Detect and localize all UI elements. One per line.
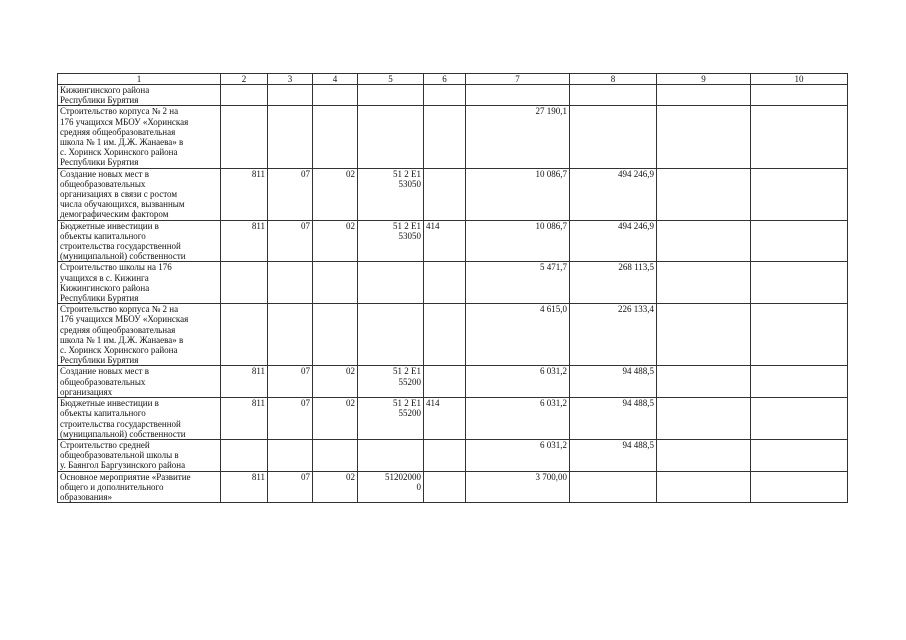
column-header: 10	[751, 74, 848, 85]
cell-c2: 811	[221, 366, 268, 398]
cell-c5: 51 2 E1 53050	[358, 220, 424, 262]
cell-c6	[424, 262, 466, 304]
cell-c6	[424, 439, 466, 471]
column-header: 8	[570, 74, 657, 85]
cell-c2: 811	[221, 168, 268, 220]
cell-c9	[657, 220, 751, 262]
cell-c8: 94 488,5	[570, 398, 657, 440]
cell-c7: 4 615,0	[466, 304, 570, 366]
cell-c6: 414	[424, 220, 466, 262]
cell-c5	[358, 304, 424, 366]
cell-c2	[221, 439, 268, 471]
cell-c4: 02	[313, 398, 358, 440]
row-name: Строительство средней общеобразовательной школы в у. Баянгол Баргузинского района	[58, 439, 221, 471]
cell-c9	[657, 304, 751, 366]
table-row	[58, 106, 848, 168]
cell-c7: 3 700,00	[466, 471, 570, 503]
column-header: 5	[358, 74, 424, 85]
column-header: 2	[221, 74, 268, 85]
cell-c7	[466, 85, 570, 106]
cell-c4: 02	[313, 168, 358, 220]
row-name: Строительство школы на 176 учащихся в с. Кижинга Кижингинского района Республики Бурятия	[58, 262, 221, 304]
cell-c4: 02	[313, 471, 358, 503]
cell-c2	[221, 304, 268, 366]
cell-c7: 10 086,7	[466, 220, 570, 262]
cell-c10	[751, 366, 848, 398]
table-row	[58, 398, 848, 440]
cell-c7: 6 031,2	[466, 366, 570, 398]
cell-c5: 51 2 E1 55200	[358, 398, 424, 440]
cell-c3: 07	[268, 366, 313, 398]
table-row	[58, 85, 848, 106]
cell-c3: 07	[268, 398, 313, 440]
cell-c7: 6 031,2	[466, 439, 570, 471]
cell-c2: 811	[221, 220, 268, 262]
cell-c2	[221, 106, 268, 168]
cell-c8: 94 488,5	[570, 366, 657, 398]
table-row	[58, 304, 848, 366]
cell-c5: 51 2 E1 55200	[358, 366, 424, 398]
cell-c5	[358, 262, 424, 304]
cell-c9	[657, 439, 751, 471]
cell-c8: 94 488,5	[570, 439, 657, 471]
row-name: Создание новых мест в общеобразовательных организациях	[58, 366, 221, 398]
cell-c5: 51202000 0	[358, 471, 424, 503]
cell-c3	[268, 262, 313, 304]
cell-c10	[751, 304, 848, 366]
cell-c8	[570, 85, 657, 106]
cell-c2	[221, 85, 268, 106]
cell-c3: 07	[268, 471, 313, 503]
cell-c9	[657, 168, 751, 220]
table-row	[58, 168, 848, 220]
cell-c8: 226 133,4	[570, 304, 657, 366]
table-row	[58, 262, 848, 304]
cell-c3	[268, 439, 313, 471]
cell-c6	[424, 85, 466, 106]
cell-c2: 811	[221, 471, 268, 503]
table-row	[58, 471, 848, 503]
cell-c10	[751, 168, 848, 220]
cell-c9	[657, 471, 751, 503]
cell-c3	[268, 304, 313, 366]
cell-c3: 07	[268, 220, 313, 262]
column-header: 4	[313, 74, 358, 85]
budget-table	[57, 73, 848, 503]
row-name: Основное мероприятие «Развитие общего и дополнительного образования»	[58, 471, 221, 503]
cell-c10	[751, 85, 848, 106]
column-header: 1	[58, 74, 221, 85]
cell-c4: 02	[313, 366, 358, 398]
cell-c9	[657, 366, 751, 398]
cell-c7: 10 086,7	[466, 168, 570, 220]
column-header: 6	[424, 74, 466, 85]
table-row	[58, 366, 848, 398]
cell-c8	[570, 471, 657, 503]
cell-c10	[751, 262, 848, 304]
cell-c6	[424, 471, 466, 503]
cell-c5	[358, 439, 424, 471]
cell-c7: 5 471,7	[466, 262, 570, 304]
row-name: Строительство корпуса № 2 на 176 учащихся МБОУ «Хоринская средняя общеобразовательная школа № 1 им. Д.Ж. Жанаева» в с. Хоринск Хоринского района Республики Бурятия	[58, 106, 221, 168]
cell-c10	[751, 106, 848, 168]
cell-c4	[313, 262, 358, 304]
cell-c3: 07	[268, 168, 313, 220]
row-name: Кижингинского района Республики Бурятия	[58, 85, 221, 106]
cell-c8: 494 246,9	[570, 220, 657, 262]
cell-c6	[424, 168, 466, 220]
cell-c6	[424, 106, 466, 168]
cell-c6	[424, 304, 466, 366]
cell-c7: 27 190,1	[466, 106, 570, 168]
cell-c6	[424, 366, 466, 398]
cell-c4	[313, 106, 358, 168]
cell-c10	[751, 398, 848, 440]
row-name: Бюджетные инвестиции в объекты капитального строительства государственной (муниципальной) собственности	[58, 398, 221, 440]
cell-c5	[358, 106, 424, 168]
column-header: 9	[657, 74, 751, 85]
column-header: 7	[466, 74, 570, 85]
cell-c9	[657, 262, 751, 304]
table-header-row	[58, 74, 848, 85]
cell-c5	[358, 85, 424, 106]
table-row	[58, 220, 848, 262]
cell-c9	[657, 85, 751, 106]
cell-c9	[657, 398, 751, 440]
cell-c4	[313, 85, 358, 106]
cell-c7: 6 031,2	[466, 398, 570, 440]
cell-c4: 02	[313, 220, 358, 262]
cell-c10	[751, 471, 848, 503]
cell-c4	[313, 304, 358, 366]
cell-c4	[313, 439, 358, 471]
cell-c9	[657, 106, 751, 168]
cell-c10	[751, 220, 848, 262]
cell-c5: 51 2 E1 53050	[358, 168, 424, 220]
cell-c2	[221, 262, 268, 304]
cell-c8: 494 246,9	[570, 168, 657, 220]
cell-c2: 811	[221, 398, 268, 440]
row-name: Создание новых мест в общеобразовательных организациях в связи с ростом числа обучающихся, вызванным демографическим фактором	[58, 168, 221, 220]
cell-c3	[268, 85, 313, 106]
row-name: Строительство корпуса № 2 на 176 учащихся МБОУ «Хоринская средняя общеобразовательная школа № 1 им. Д.Ж. Жанаева» в с. Хоринск Хоринского района Республики Бурятия	[58, 304, 221, 366]
cell-c3	[268, 106, 313, 168]
cell-c10	[751, 439, 848, 471]
cell-c6: 414	[424, 398, 466, 440]
table-row	[58, 439, 848, 471]
row-name: Бюджетные инвестиции в объекты капитального строительства государственной (муниципальной) собственности	[58, 220, 221, 262]
cell-c8	[570, 106, 657, 168]
column-header: 3	[268, 74, 313, 85]
cell-c8: 268 113,5	[570, 262, 657, 304]
